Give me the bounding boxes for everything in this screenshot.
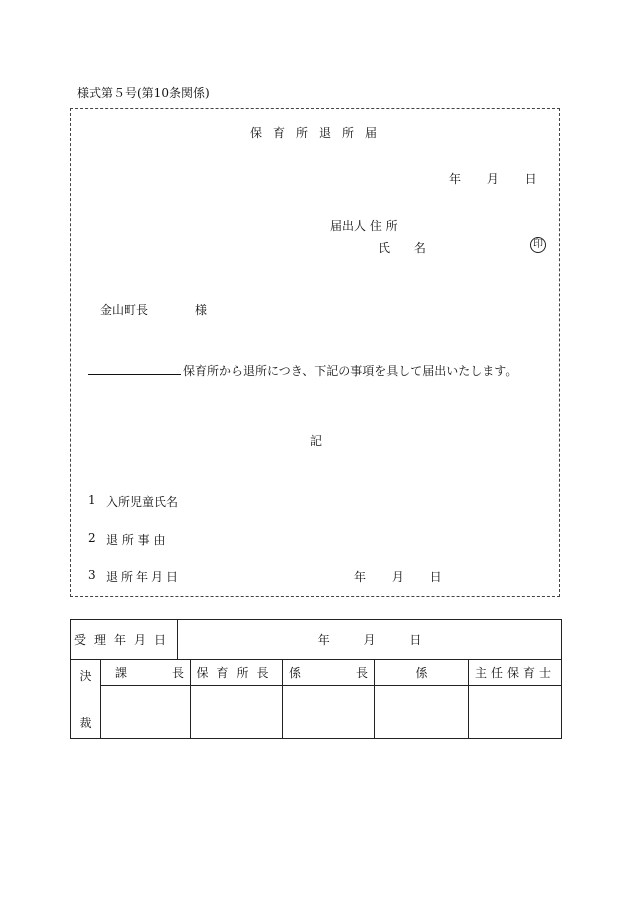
kakari-sign-box[interactable] — [375, 686, 469, 739]
kessai-cell — [71, 660, 101, 739]
form-number-label: 様式第５号(第10条関係) — [77, 86, 210, 100]
kakaricho-label-b: 長 — [356, 666, 369, 680]
hoikushocho-header: 保育所長 — [191, 660, 283, 686]
shunin-header: 主任保育士 — [469, 660, 562, 686]
item-number: 2 — [88, 531, 96, 545]
kacho-header — [101, 660, 191, 686]
addressee-honorific: 様 — [195, 303, 208, 317]
item-reason-label: 退 所 事 由 — [106, 533, 166, 547]
kakari-header: 係 — [375, 660, 469, 686]
applicant-address-label: 届出人 住 所 — [330, 219, 398, 233]
item-number: 1 — [88, 493, 96, 507]
kakaricho-label-a: 係 — [289, 666, 302, 680]
withdrawal-date: 年 月 日 — [354, 570, 442, 584]
kessai-bottom-label: 裁 — [79, 716, 92, 730]
kacho-sign-box[interactable] — [101, 686, 191, 739]
submission-date: 年 月 日 — [449, 172, 537, 186]
hoikushocho-sign-box[interactable] — [191, 686, 283, 739]
kakaricho-sign-box[interactable] — [283, 686, 375, 739]
form-title: 保育所退所届 — [250, 126, 389, 140]
item-child-name-label: 入所児童氏名 — [106, 495, 179, 509]
statement-text: 保育所から退所につき、下記の事項を具して届出いたします。 — [183, 364, 518, 378]
addressee: 金山町長 — [100, 303, 149, 317]
item-number: 3 — [88, 568, 96, 582]
ki-heading: 記 — [310, 434, 323, 448]
kessai-top-label: 決 — [79, 669, 92, 683]
item-withdrawal-date-label: 退所年月日 — [106, 570, 182, 584]
received-date-value: 年 月 日 — [178, 620, 562, 660]
seal-mark: 印 — [530, 237, 546, 253]
applicant-name-label: 氏 名 — [378, 241, 436, 255]
kacho-label-b: 長 — [172, 666, 185, 680]
approval-table — [70, 619, 562, 739]
kakaricho-header — [283, 660, 375, 686]
shunin-sign-box[interactable] — [469, 686, 562, 739]
kacho-label-a: 課 — [115, 666, 128, 680]
nursery-name-blank[interactable] — [88, 374, 181, 375]
received-date-label: 受理年月日 — [71, 620, 178, 660]
